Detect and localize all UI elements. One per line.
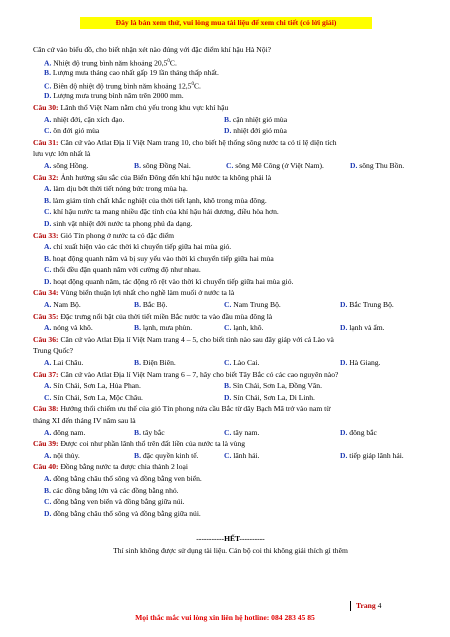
option-30-b: B. cận nhiệt gió mùa	[224, 114, 288, 124]
option-34-b: B. Bắc Bộ.	[134, 300, 168, 310]
option-40-c: C. đồng bằng ven biển và đồng bằng giữa núi.	[44, 497, 185, 507]
end-marker: -----------HẾT----------	[196, 534, 265, 544]
question-31-cont: lưu vực lớn nhất là	[33, 149, 91, 159]
preview-banner: Đây là bản xem thử, vui lòng mua tài liệu để xem chi tiết (có lời giải)	[80, 17, 372, 29]
option-30-d: D. nhiệt đới gió mùa	[224, 126, 287, 136]
question-31: Câu 31: Căn cứ vào Atlat Địa lí Việt Nam trang 10, cho biết hệ thống sông nước ta có tỉ lệ diện tích	[33, 137, 337, 147]
option-38-c: C. tây nam.	[224, 427, 260, 437]
question-34: Câu 34: Vùng biển thuận lợi nhất cho nghề làm muối ở nước ta là	[33, 288, 235, 298]
option-29-c: C. Biên độ nhiệt độ trung bình năm khoảng 12,5$^0$C.	[44, 81, 201, 91]
options-36	[33, 357, 428, 369]
option-38-d: D. đông bắc	[340, 427, 377, 437]
question-32: Câu 32: Ảnh hưởng sâu sắc của Biển Đông đến khí hậu nước ta không phải là	[33, 172, 272, 182]
option-36-a: A. Lai Châu.	[44, 358, 84, 368]
page-label: Trang	[356, 601, 376, 610]
question-29-text: Căn cứ vào biểu đồ, cho biết nhận xét nào đúng với đặc điểm khí hậu Hà Nội?	[33, 45, 271, 54]
option-29-a: A. Nhiệt độ trung bình năm khoảng 20,5$^0$C.	[44, 58, 177, 68]
option-35-c: C. lạnh, khô.	[224, 323, 264, 333]
option-31-c: C. sông Mê Công (ở Việt Nam).	[226, 160, 324, 170]
question-38-cont: tháng XI đến tháng IV năm sau là	[33, 416, 136, 425]
option-34-c: C. Nam Trung Bộ.	[224, 300, 281, 310]
options-38	[33, 427, 428, 439]
question-33: Câu 33: Gió Tín phong ở nước ta có đặc điểm	[33, 230, 175, 240]
option-32-a: A. làm dịu bớt thời tiết nóng bức trong mùa hạ.	[44, 184, 188, 194]
option-39-b: B. đặc quyền kinh tế.	[134, 450, 199, 460]
exam-note: Thí sinh không được sử dụng tài liệu. Cán bộ coi thi không giải thích gì thêm	[113, 545, 348, 555]
hotline-footer: Mọi thắc mắc vui lòng xin liên hệ hotline: 084 283 45 85	[135, 613, 315, 622]
option-39-c: C. lãnh hải.	[224, 450, 260, 460]
option-32-c: C. khí hậu nước ta mang nhiều đặc tính của khí hậu hải dương, điều hòa hơn.	[44, 207, 279, 217]
option-34-d: D. Bắc Trung Bộ.	[340, 300, 394, 310]
option-29-b: B. Lượng mưa tháng cao nhất gấp 19 lần tháng thấp nhất.	[44, 68, 219, 78]
option-37-d: D. Sín Chải, Sơn La, Di Linh.	[224, 392, 315, 402]
question-38: Câu 38: Hướng thổi chiếm ưu thế của gió Tín phong nửa cầu Bắc từ dãy Bạch Mã trở vào nam từ	[33, 404, 331, 414]
options-37-cd	[33, 392, 428, 404]
option-40-b: B. các đồng bằng lớn và các đồng bằng nhỏ.	[44, 485, 179, 495]
option-33-a: A. chỉ xuất hiện vào các thời kì chuyển tiếp giữa hai mùa gió.	[44, 242, 232, 252]
options-39	[33, 450, 428, 462]
option-38-b: B. tây bắc	[134, 427, 165, 437]
option-40-a: A. đồng bằng châu thổ sông và đồng bằng ven biển.	[44, 473, 202, 483]
option-37-c: C. Sín Chải, Sơn La, Mộc Châu.	[44, 392, 143, 402]
option-35-a: A. nóng và khô.	[44, 323, 93, 333]
question-30: Câu 30: Lãnh thổ Việt Nam nằm chủ yếu trong khu vực khí hậu	[33, 102, 229, 112]
option-39-a: A. nội thủy.	[44, 450, 80, 460]
option-34-a: A. Nam Bộ.	[44, 300, 81, 310]
option-33-c: C. thổi đều đặn quanh năm với cường độ như nhau.	[44, 265, 201, 275]
question-37: Câu 37: Căn cứ vào Atlat Địa lí Việt Nam trang 6 – 7, hãy cho biết Tây Bắc có các cao nguyên nào?	[33, 369, 339, 379]
question-39: Câu 39: Được coi như phần lãnh thổ trên đất liền của nước ta là vùng	[33, 439, 246, 449]
option-32-b: B. làm giảm tính chất khắc nghiệt của thời tiết lạnh, khô trong mùa đông.	[44, 195, 267, 205]
option-37-a: A. Sín Chải, Sơn La, Hủa Phan.	[44, 381, 141, 391]
options-37-ab	[33, 380, 428, 392]
question-40: Câu 40: Đồng bằng nước ta được chia thành 2 loại	[33, 462, 189, 472]
option-33-b: B. hoạt động quanh năm và bị suy yếu vào thời kì chuyển tiếp giữa hai mùa	[44, 253, 274, 263]
options-30-ab	[33, 114, 428, 126]
option-31-d: D. sông Thu Bồn.	[350, 160, 405, 170]
option-30-c: C. ôn đới gió mùa	[44, 126, 100, 136]
options-34	[33, 299, 428, 311]
options-30-cd	[33, 125, 428, 137]
option-36-c: C. Lào Cai.	[224, 358, 260, 368]
exam-content	[33, 44, 428, 557]
question-36-cont: Trung Quốc?	[33, 346, 74, 356]
question-36: Câu 36: Căn cứ vào Atlat Địa lí Việt Nam trang 4 – 5, cho biết tỉnh nào sau đây giáp với cả Lào và	[33, 334, 334, 344]
option-31-b: B. sông Đồng Nai.	[134, 160, 191, 170]
option-33-d: D. hoạt động quanh năm, tác động rõ rệt vào thời kì chuyển tiếp giữa hai mùa gió.	[44, 276, 294, 286]
option-35-d: D. lạnh và ẩm.	[340, 323, 385, 333]
page-number-value: 4	[377, 601, 382, 610]
option-36-b: B. Điện Biên.	[134, 358, 176, 368]
options-31	[33, 160, 428, 172]
option-31-a: A. sông Hồng.	[44, 160, 89, 170]
option-37-b: B. Sín Chải, Sơn La, Đồng Văn.	[224, 381, 322, 391]
option-30-a: A. nhiệt đới, cận xích đạo.	[44, 114, 125, 124]
question-35: Câu 35: Đặc trưng nổi bật của thời tiết miền Bắc nước ta vào đầu mùa đông là	[33, 311, 273, 321]
page-number	[350, 601, 381, 611]
option-36-d: D. Hà Giang.	[340, 358, 381, 368]
option-35-b: B. lạnh, mưa phùn.	[134, 323, 193, 333]
option-38-a: A. đông nam.	[44, 427, 86, 437]
option-40-d: D. đồng bằng châu thổ sông và đồng bằng giữa núi.	[44, 508, 201, 518]
options-35	[33, 322, 428, 334]
option-29-d: D. Lượng mưa trung bình năm trên 2000 mm.	[44, 91, 184, 101]
option-39-d: D. tiếp giáp lãnh hải.	[340, 450, 404, 460]
option-32-d: D. sinh vật nhiệt đới nước ta phong phú đa dạng.	[44, 218, 193, 228]
